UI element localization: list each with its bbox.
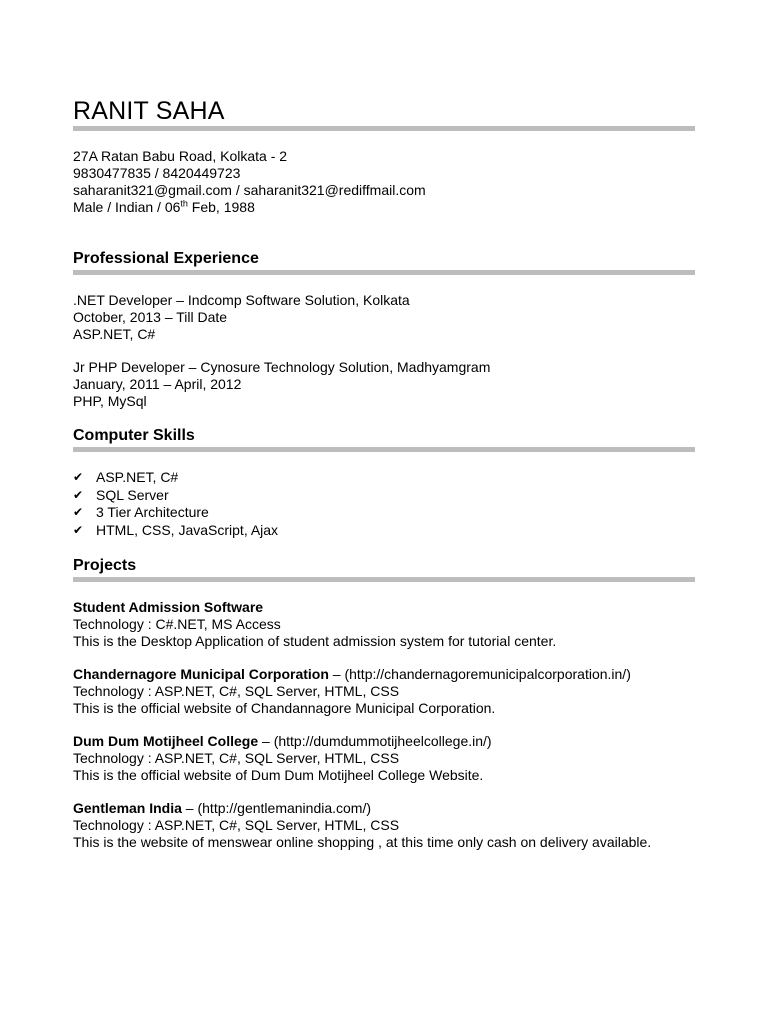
- project-entry: [73, 666, 631, 717]
- experience-heading: Professional Experience: [73, 250, 259, 267]
- project-entry: [73, 599, 556, 650]
- job-period: October, 2013 – Till Date: [73, 309, 228, 325]
- address: 27A Ratan Babu Road, Kolkata - 2: [73, 148, 288, 164]
- skill-item: [73, 504, 278, 522]
- skill-label: HTML, CSS, JavaScript, Ajax: [96, 521, 279, 538]
- project-tech: Technology : C#.NET, MS Access: [73, 616, 281, 632]
- skill-label: 3 Tier Architecture: [96, 504, 209, 521]
- project-entry: [73, 733, 492, 784]
- phone-numbers: 9830477835 / 8420449723: [73, 165, 241, 181]
- email-addresses: saharanit321@gmail.com / saharanit321@rediffmail.com: [73, 182, 426, 198]
- checkmark-icon: ✔: [73, 470, 84, 484]
- contact-block: [73, 148, 426, 216]
- skill-label: ASP.NET, C#: [96, 469, 179, 485]
- project-description: This is the official website of Chandannagore Municipal Corporation.: [73, 700, 496, 716]
- project-title: Student Admission Software: [73, 599, 264, 615]
- experience-divider: [73, 270, 695, 275]
- projects-heading: Projects: [73, 557, 137, 574]
- job-period: January, 2011 – April, 2012: [73, 376, 242, 392]
- candidate-name: RANIT SAHA: [73, 97, 225, 125]
- job-entry: [73, 359, 490, 410]
- project-title: Dum Dum Motijheel College: [73, 733, 259, 749]
- project-link: – (http://dumdummotijheelcollege.in/): [258, 733, 492, 749]
- checkmark-icon: ✔: [73, 505, 84, 520]
- job-role: .NET Developer – Indcomp Software Solution, Kolkata: [73, 292, 410, 308]
- project-link: – (http://chandernagoremunicipalcorporation.in/): [328, 666, 631, 682]
- checkmark-icon: ✔: [73, 522, 84, 537]
- skill-label: SQL Server: [96, 486, 169, 503]
- project-tech: Technology : ASP.NET, C#, SQL Server, HTML, CSS: [73, 683, 400, 699]
- job-tech: ASP.NET, C#: [73, 326, 156, 342]
- personal-info-ordinal: th: [180, 198, 188, 209]
- project-description: This is the website of menswear online shopping , at this time only cash on delivery available.: [73, 834, 652, 850]
- project-tech: Technology : ASP.NET, C#, SQL Server, HTML, CSS: [73, 750, 400, 766]
- skills-divider: [73, 447, 695, 452]
- skill-item: [73, 487, 278, 505]
- project-description: This is the Desktop Application of student admission system for tutorial center.: [73, 633, 557, 649]
- personal-info-prefix: Male / Indian / 06: [73, 199, 181, 215]
- skills-heading: Computer Skills: [73, 427, 195, 444]
- project-link: – (http://gentlemanindia.com/): [181, 800, 372, 816]
- project-tech: Technology : ASP.NET, C#, SQL Server, HTML, CSS: [73, 817, 400, 833]
- project-title: Chandernagore Municipal Corporation: [73, 666, 329, 682]
- skill-item: [73, 522, 278, 540]
- project-title: Gentleman India: [73, 800, 182, 816]
- skills-list: [73, 469, 278, 539]
- job-entry: [73, 292, 410, 343]
- project-description: This is the official website of Dum Dum Motijheel College Website.: [73, 767, 484, 783]
- name-divider: [73, 126, 695, 131]
- projects-divider: [73, 577, 695, 582]
- personal-info-suffix: Feb, 1988: [187, 199, 255, 215]
- skill-item: [73, 469, 278, 487]
- personal-info: [73, 199, 426, 216]
- job-role: Jr PHP Developer – Cynosure Technology Solution, Madhyamgram: [73, 359, 491, 375]
- job-tech: PHP, MySql: [73, 393, 147, 409]
- checkmark-icon: ✔: [73, 487, 84, 502]
- project-entry: [73, 800, 653, 851]
